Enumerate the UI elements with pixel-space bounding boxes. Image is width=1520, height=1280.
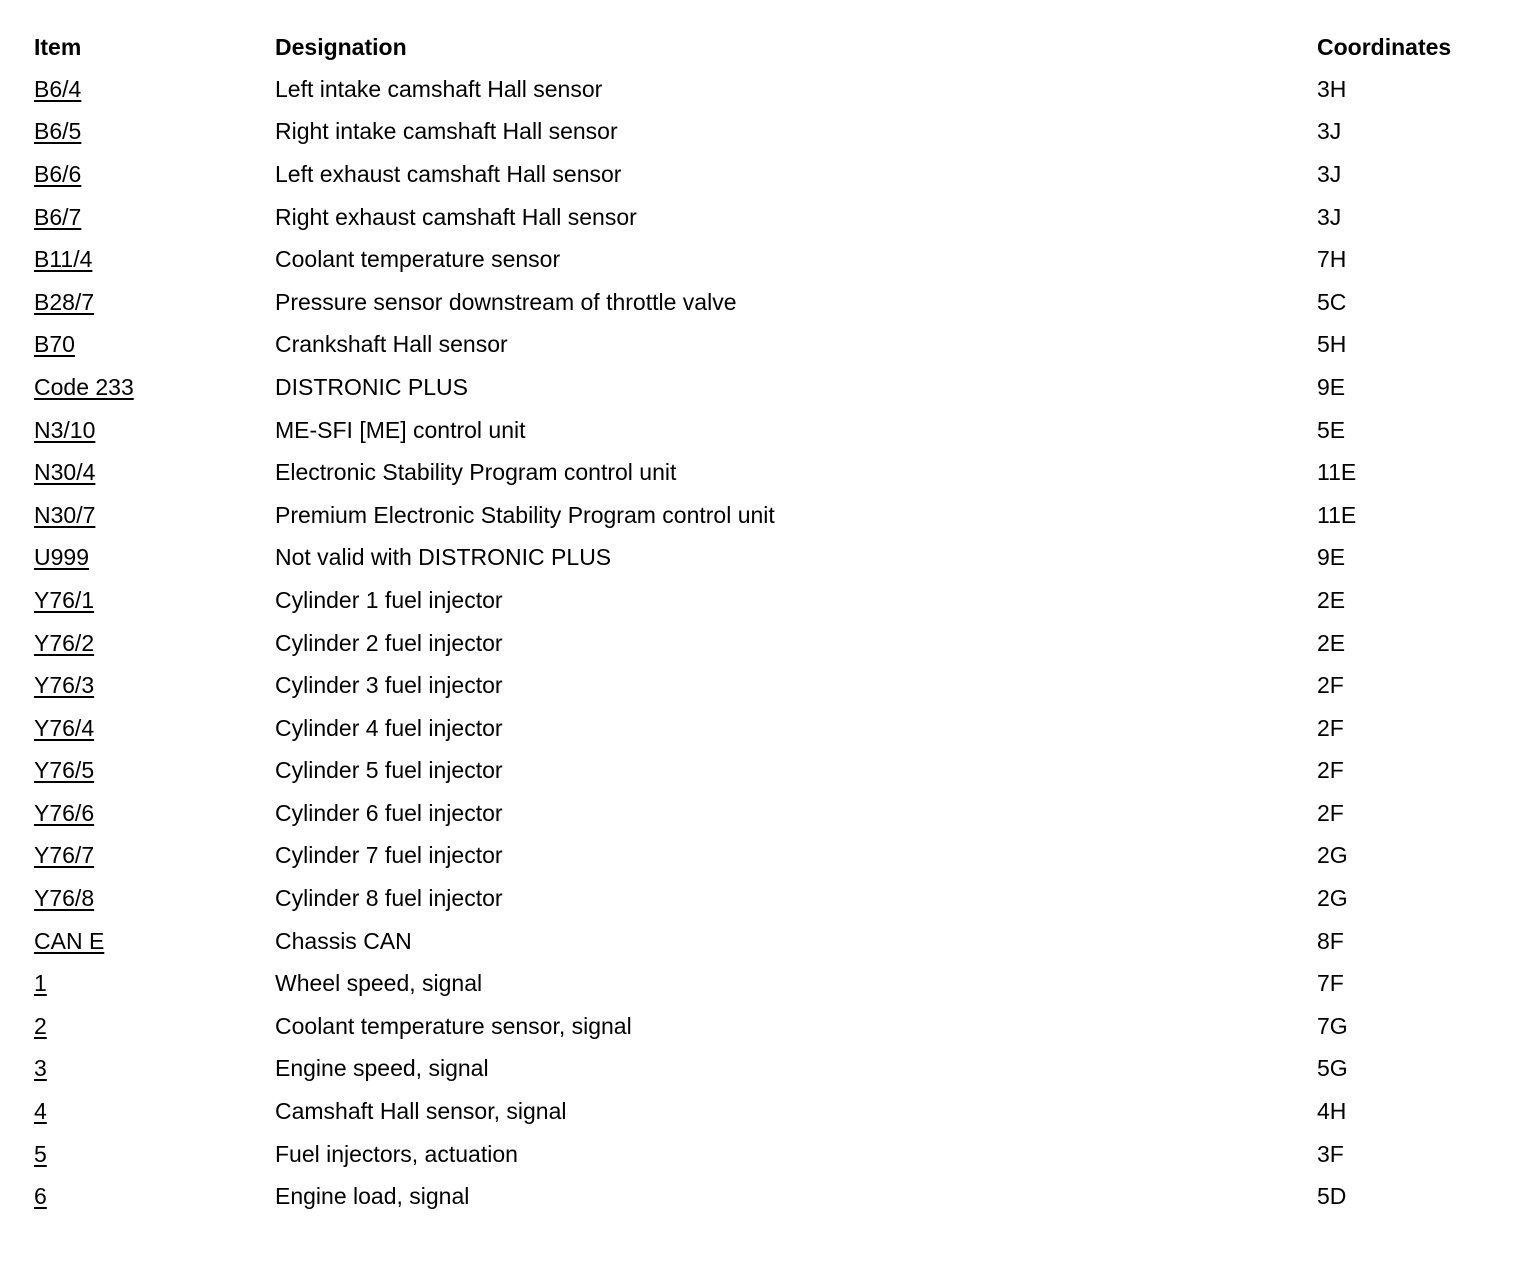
table-row [34,1133,1494,1176]
item-cell [34,586,275,613]
item-link[interactable]: Code 233 [34,373,134,400]
item-link[interactable]: Y76/8 [34,885,95,912]
item-cell [34,629,275,656]
coordinates-cell: 2F [1317,757,1344,784]
designation-cell: Right exhaust camshaft Hall sensor [275,203,637,230]
item-link[interactable]: B6/4 [34,75,82,102]
coordinates-cell: 9E [1317,373,1346,400]
designation-cell: Not valid with DISTRONIC PLUS [275,544,612,571]
table-row [34,451,1494,494]
item-link[interactable]: N30/4 [34,459,96,486]
coordinates-cell: 5H [1317,331,1347,358]
table-row [34,664,1494,707]
table-row [34,1175,1494,1218]
item-cell [34,972,275,995]
coordinates-cell: 3J [1317,160,1342,187]
designation-cell: Right intake camshaft Hall sensor [275,118,618,145]
designation-cell: DISTRONIC PLUS [275,373,468,400]
designation-cell: Premium Electronic Stability Program control unit [275,501,775,528]
table-row [34,537,1494,580]
table-row [34,920,1494,963]
designation-cell: Cylinder 2 fuel injector [275,629,503,656]
designation-cell: Cylinder 8 fuel injector [275,885,503,912]
table-row [34,750,1494,793]
item-link[interactable]: 2 [34,1012,47,1039]
designation-cell: Coolant temperature sensor [275,246,561,273]
item-link[interactable]: Y76/2 [34,629,95,656]
item-link[interactable]: 4 [34,1098,47,1125]
item-link[interactable]: 5 [34,1140,47,1167]
coordinates-column-header: Coordinates [1317,33,1452,60]
designation-cell: Pressure sensor downstream of throttle valve [275,288,737,315]
item-link[interactable]: B28/7 [34,288,95,315]
coordinates-cell: 2G [1317,842,1348,869]
item-link[interactable]: CAN E [34,927,105,954]
table-row [34,622,1494,665]
coordinates-cell: 2E [1317,629,1346,656]
designation-cell: Cylinder 3 fuel injector [275,672,503,699]
item-link[interactable]: 1 [34,970,47,997]
item-cell [34,1012,275,1039]
item-cell [34,546,275,569]
coordinates-cell: 9E [1317,544,1346,571]
table-row [34,707,1494,750]
item-link[interactable]: Y76/4 [34,714,95,741]
designation-cell: Engine speed, signal [275,1055,489,1082]
item-link[interactable]: B6/7 [34,203,82,230]
table-row [34,153,1494,196]
designation-cell: Cylinder 7 fuel injector [275,842,503,869]
table-row [34,409,1494,452]
item-cell [34,1140,275,1167]
item-link[interactable]: Y76/1 [34,586,95,613]
item-cell [34,799,275,826]
item-cell [34,203,275,230]
table-row [34,494,1494,537]
designation-cell: Left intake camshaft Hall sensor [275,75,603,102]
coordinates-cell: 5E [1317,416,1346,443]
coordinates-cell: 8F [1317,927,1344,954]
item-cell [34,416,275,443]
item-link[interactable]: B6/6 [34,160,82,187]
table-row [34,962,1494,1005]
table-header-row [34,26,1494,68]
table-row [34,1005,1494,1048]
item-cell [34,1100,275,1123]
designation-cell: Electronic Stability Program control unit [275,459,677,486]
table-row [34,281,1494,324]
designation-cell: ME-SFI [ME] control unit [275,416,526,443]
coordinates-cell: 3H [1317,75,1347,102]
item-column-header: Item [34,33,82,60]
item-cell [34,248,275,271]
item-link[interactable]: Y76/3 [34,672,95,699]
item-cell [34,844,275,867]
designation-cell: Fuel injectors, actuation [275,1140,518,1167]
item-link[interactable]: B11/4 [34,246,93,273]
table-row [34,835,1494,878]
item-link[interactable]: N30/7 [34,501,96,528]
coordinates-cell: 4H [1317,1098,1347,1125]
item-cell [34,1185,275,1208]
table-row [34,68,1494,111]
coordinates-cell: 2F [1317,714,1344,741]
table-row [34,1090,1494,1133]
designation-cell: Engine load, signal [275,1183,470,1210]
coordinates-cell: 11E [1317,501,1357,528]
coordinates-cell: 7F [1317,970,1344,997]
coordinates-cell: 11E [1317,459,1357,486]
designation-cell: Cylinder 1 fuel injector [275,586,503,613]
coordinates-cell: 3F [1317,1140,1344,1167]
designation-cell: Cylinder 4 fuel injector [275,714,503,741]
table-row [34,1048,1494,1091]
coordinates-cell: 7H [1317,246,1347,273]
component-legend-table [34,26,1494,1218]
item-cell [34,75,275,102]
item-link[interactable]: 3 [34,1055,47,1082]
coordinates-cell: 5C [1317,288,1347,315]
item-cell [34,333,275,356]
designation-cell: Camshaft Hall sensor, signal [275,1098,567,1125]
item-link[interactable]: 6 [34,1183,47,1210]
item-cell [34,674,275,697]
designation-column-header: Designation [275,33,407,60]
coordinates-cell: 2G [1317,885,1348,912]
item-cell [34,501,275,528]
item-cell [34,714,275,741]
table-row [34,196,1494,239]
table-row [34,111,1494,154]
table-body [34,68,1494,1218]
table-row [34,238,1494,281]
item-cell [34,759,275,782]
coordinates-cell: 5G [1317,1055,1348,1082]
item-link[interactable]: Y76/5 [34,757,95,784]
coordinates-cell: 2E [1317,586,1346,613]
item-cell [34,160,275,187]
item-cell [34,927,275,954]
designation-cell: Crankshaft Hall sensor [275,331,508,358]
designation-cell: Chassis CAN [275,927,412,954]
coordinates-cell: 2F [1317,799,1344,826]
table-row [34,324,1494,367]
item-link[interactable]: Y76/6 [34,799,95,826]
item-link[interactable]: B70 [34,331,75,358]
designation-cell: Wheel speed, signal [275,970,483,997]
designation-cell: Coolant temperature sensor, signal [275,1012,632,1039]
item-cell [34,1057,275,1080]
designation-cell: Cylinder 5 fuel injector [275,757,503,784]
item-cell [34,373,275,400]
item-link[interactable]: N3/10 [34,416,96,443]
coordinates-cell: 2F [1317,672,1344,699]
designation-cell: Cylinder 6 fuel injector [275,799,503,826]
item-cell [34,120,275,143]
item-cell [34,887,275,910]
item-cell [34,461,275,484]
designation-cell: Left exhaust camshaft Hall sensor [275,160,622,187]
item-link[interactable]: U999 [34,544,89,571]
table-row [34,792,1494,835]
table-row [34,366,1494,409]
item-link[interactable]: Y76/7 [34,842,95,869]
coordinates-cell: 7G [1317,1012,1348,1039]
coordinates-cell: 5D [1317,1183,1347,1210]
item-cell [34,288,275,315]
item-link[interactable]: B6/5 [34,118,82,145]
coordinates-cell: 3J [1317,203,1342,230]
table-row [34,877,1494,920]
table-row [34,579,1494,622]
coordinates-cell: 3J [1317,118,1342,145]
